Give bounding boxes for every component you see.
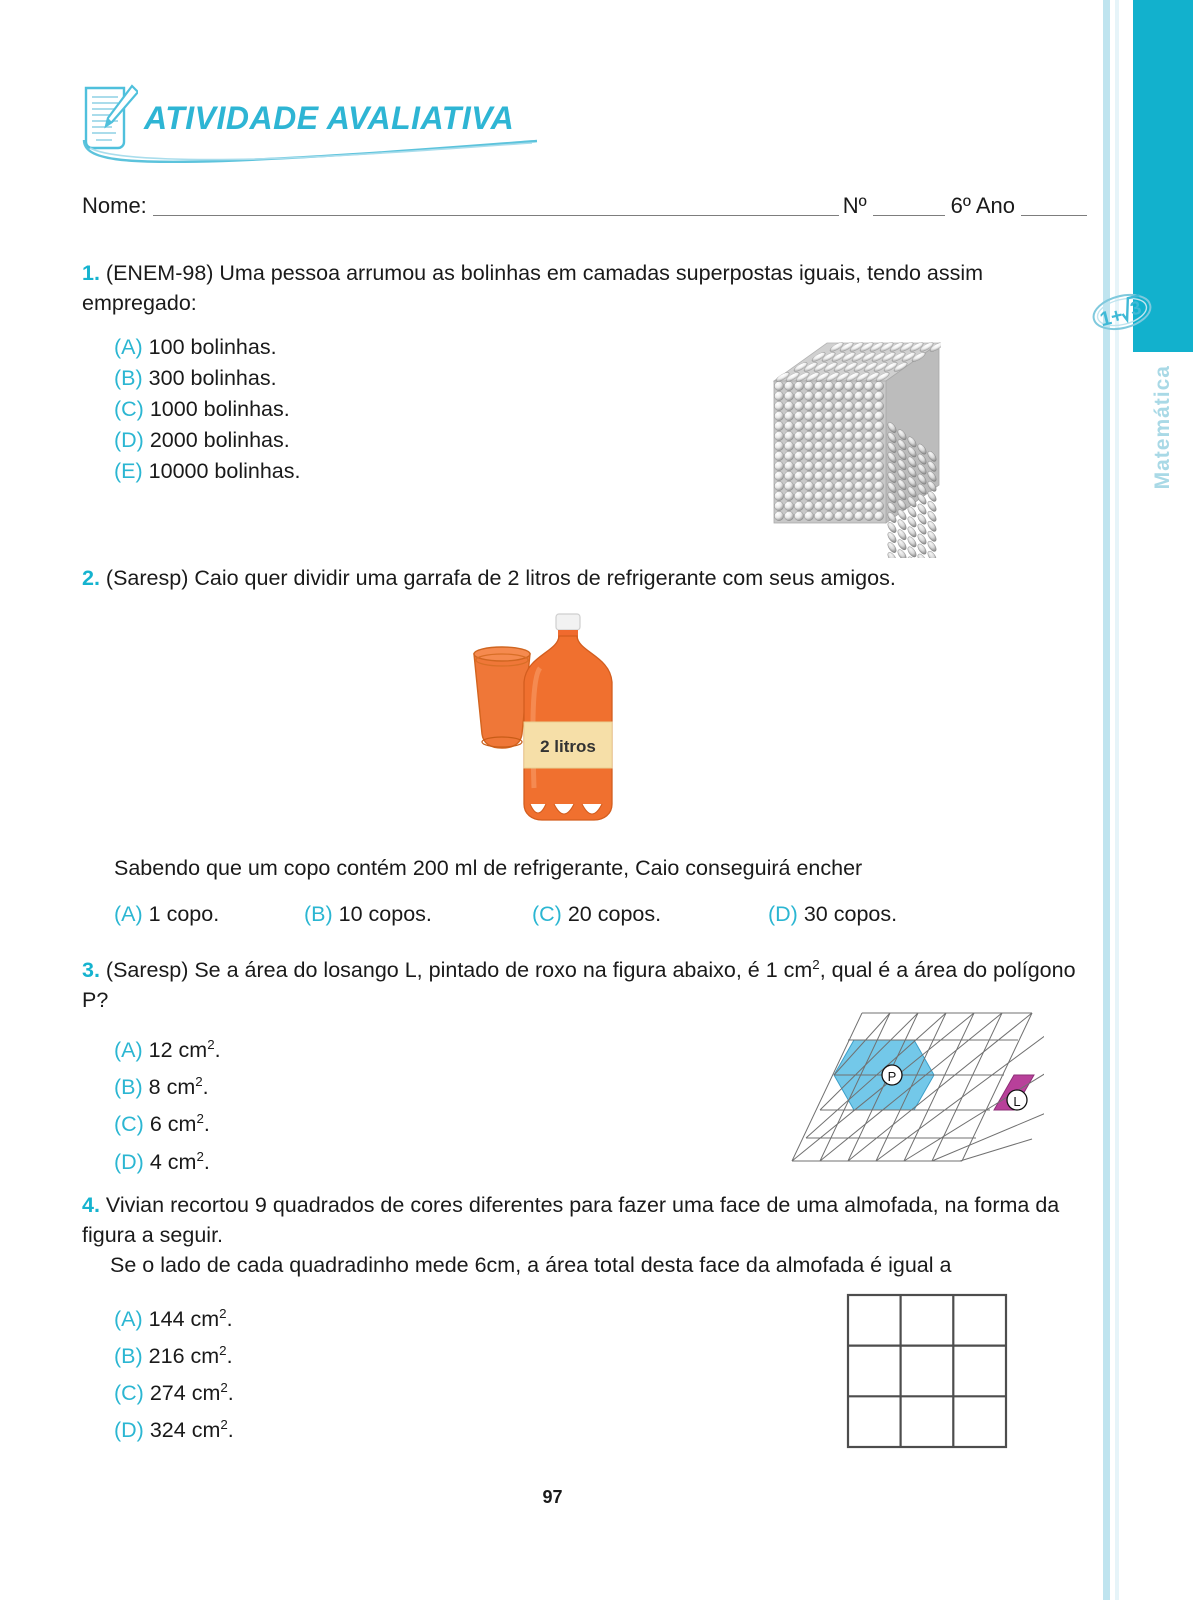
worksheet-header [82, 78, 552, 163]
option-b-letter: (B) [114, 1344, 143, 1369]
option-b-letter: (B) [114, 366, 143, 390]
svg-text:L: L [1013, 1094, 1021, 1109]
option-c-tail: . [203, 1112, 210, 1137]
option-c-text: 1000 bolinhas. [149, 397, 290, 421]
option-c-letter: (C) [114, 397, 144, 421]
option-c-letter: (C) [114, 1381, 144, 1406]
option-a-text: 1 copo. [148, 902, 220, 926]
option-d-value: 324 cm [149, 1418, 221, 1443]
polygon-P-label [882, 1065, 902, 1085]
option-b-sup: 2 [219, 1343, 227, 1359]
option-b-tail: . [226, 1344, 233, 1369]
question-4-number: 4. [82, 1193, 100, 1217]
svg-text:1+: 1+ [1097, 304, 1126, 332]
question-4-subtext: Se o lado de cada quadradinho mede 6cm, a área total desta face da almofada é igual a [110, 1253, 952, 1277]
option-d-sup: 2 [220, 1417, 228, 1433]
question-3-superscript: 2 [812, 957, 820, 972]
bottle-label-text: 2 litros [540, 737, 596, 756]
option-d-tail: . [227, 1418, 234, 1443]
option-c-sup: 2 [220, 1380, 228, 1396]
option-a-text: 100 bolinhas. [148, 335, 277, 359]
svg-text:P: P [887, 1069, 897, 1084]
option-b-value: 216 cm [148, 1344, 220, 1369]
question-3-number: 3. [82, 958, 100, 983]
option-d[interactable] [114, 425, 1087, 456]
option-a-sup: 2 [219, 1306, 227, 1321]
math-logo-icon [1091, 288, 1153, 336]
soda-bottle-and-glass-figure [452, 608, 697, 836]
option-b[interactable] [304, 899, 532, 930]
option-c-text: 20 copos. [567, 902, 662, 926]
option-e-letter: (E) [114, 459, 143, 483]
option-a-tail: . [214, 1038, 221, 1063]
name-input-line[interactable] [153, 189, 839, 216]
question-3-statement-before: (Saresp) Se a área do losango L, pintado de roxo na figura abaixo, é 1 cm [105, 958, 813, 983]
option-c[interactable] [114, 394, 1087, 425]
option-b-text: 300 bolinhas. [148, 366, 277, 390]
question-2-statement: (Saresp) Caio quer dividir uma garrafa de 2 litros de refrigerante com seus amigos. [105, 566, 896, 590]
option-a[interactable] [114, 899, 304, 930]
option-c-tail: . [227, 1381, 234, 1406]
page-number: 97 [542, 1487, 563, 1507]
svg-text:3: 3 [1128, 297, 1144, 321]
option-d-letter: (D) [768, 902, 798, 926]
option-b-sup: 2 [195, 1074, 203, 1090]
option-c[interactable] [532, 899, 768, 930]
option-c-value: 6 cm [149, 1112, 197, 1137]
option-c-letter: (C) [114, 1112, 144, 1137]
option-c-value: 274 cm [149, 1381, 221, 1406]
side-band [1085, 0, 1193, 1600]
option-a-letter: (A) [114, 335, 143, 359]
question-1-number: 1. [82, 261, 100, 285]
option-a-letter: (A) [114, 902, 143, 926]
question-2-options [114, 899, 1089, 930]
subject-label-text: Matemática [1151, 365, 1174, 490]
question-3-statement-after: , qual é a área do polígono P? [82, 958, 1076, 1013]
option-e[interactable] [114, 456, 1087, 487]
option-d-letter: (D) [114, 1418, 144, 1443]
option-a-letter: (A) [114, 1307, 143, 1332]
question-2-number: 2. [82, 566, 100, 590]
triangular-lattice-figure [784, 1005, 1044, 1165]
option-d-tail: . [203, 1149, 210, 1174]
grade-input-line[interactable] [1021, 189, 1087, 216]
rhombus-L-label [1007, 1090, 1027, 1110]
question-2 [82, 563, 1087, 593]
option-d-sup: 2 [196, 1148, 204, 1164]
band-stripe-outer [1103, 0, 1110, 1600]
option-d-text: 30 copos. [803, 902, 898, 926]
option-e-text: 10000 bolinhas. [148, 459, 301, 483]
option-d-value: 4 cm [149, 1149, 197, 1174]
option-a-sup: 2 [207, 1037, 215, 1053]
header-swoosh-decoration [82, 134, 542, 166]
option-c-sup: 2 [196, 1111, 204, 1127]
option-b-tail: . [202, 1075, 209, 1100]
option-c-letter: (C) [532, 902, 562, 926]
option-d[interactable] [768, 899, 897, 930]
question-4-text [82, 1190, 1087, 1250]
option-a-tail: . [226, 1307, 233, 1332]
question-1-statement: (ENEM-98) Uma pessoa arrumou as bolinhas em camadas superpostas iguais, tendo assim empregado: [82, 261, 984, 315]
cube-of-spheres-figure [726, 333, 941, 558]
option-d-letter: (D) [114, 1149, 144, 1174]
option-a-value: 12 cm [148, 1038, 208, 1063]
option-d-text: 2000 bolinhas. [149, 428, 290, 452]
number-input-line[interactable] [873, 189, 945, 216]
question-2-text [82, 563, 1087, 593]
student-info-row [82, 193, 1087, 220]
option-b-letter: (B) [304, 902, 333, 926]
question-2-subtext-block [114, 853, 1089, 930]
name-label: Nome: [82, 193, 147, 218]
three-by-three-grid-figure [845, 1292, 1010, 1452]
option-b-letter: (B) [114, 1075, 143, 1100]
grade-label: 6º Ano [950, 193, 1015, 218]
page-title: ATIVIDADE AVALIATIVA [144, 100, 515, 136]
band-stripe-inner [1115, 0, 1119, 1600]
option-b-value: 8 cm [148, 1075, 196, 1100]
option-a-letter: (A) [114, 1038, 143, 1063]
option-a-value: 144 cm [148, 1307, 220, 1332]
subject-vertical-label [1133, 365, 1193, 665]
number-label: Nº [842, 193, 867, 218]
question-1-options [114, 332, 1087, 487]
question-4-statement: Vivian recortou 9 quadrados de cores diferentes para fazer uma face de uma almofada, na forma da figura a seguir. [82, 1193, 1060, 1247]
option-b[interactable] [114, 363, 1087, 394]
option-a[interactable] [114, 332, 1087, 363]
question-2-subtext: Sabendo que um copo contém 200 ml de refrigerante, Caio conseguirá encher [114, 856, 863, 880]
option-b-text: 10 copos. [338, 902, 432, 926]
glass-shape [474, 647, 530, 748]
option-d-letter: (D) [114, 428, 144, 452]
question-1-text [82, 258, 1087, 318]
bottle-shape [524, 614, 612, 820]
